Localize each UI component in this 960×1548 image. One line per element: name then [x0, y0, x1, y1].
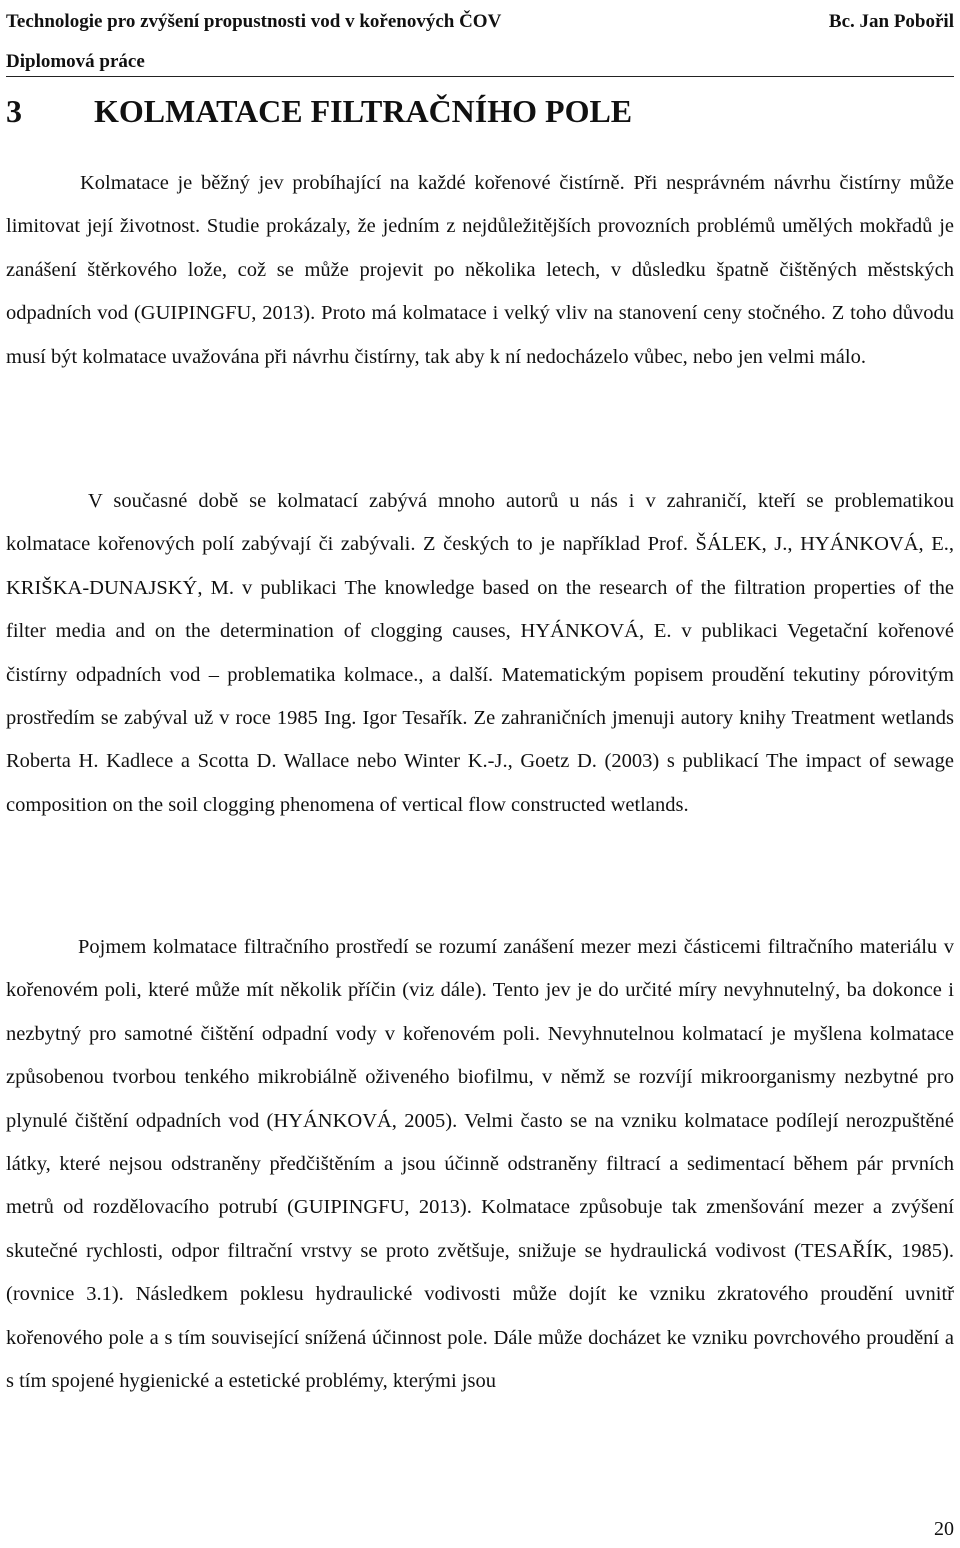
chapter-heading [6, 90, 632, 132]
paragraph-3 [6, 926, 954, 1403]
page-number: 20 [934, 1518, 954, 1540]
paragraph-2 [6, 480, 954, 827]
author-name: Bc. Jan Pobořil [828, 11, 954, 32]
chapter-number: 3 [6, 93, 22, 129]
document-type: Diplomová práce [6, 51, 145, 72]
paragraph-2-text: V současné době se kolmatací zabývá mnoho autorů u nás i v zahraničí, kteří se problematikou kolmatace kořenových polí zabývají či zabývali. Z českých to je například Prof. ŠÁLEK, J., HYÁNKOVÁ, E., KRIŠKA-DUNAJSKÝ, M. v publikaci The knowledge based on the research of the filtration properties of the filter media and on the determination of clogging causes, HYÁNKOVÁ, E. v publikaci Vegetační kořenové čistírny odpadních vod – problematika kolmace., a další. Matematickým popisem proudění tekutiny pórovitým prostředím se zabýval už v roce 1985 Ing. Igor Tesařík. Ze zahraničních jmenuji autory knihy Treatment wetlands Roberta H. Kadlece a Scotta D. Wallace nebo Winter K.-J., Goetz D. (2003) s publikací The impact of sewage composition on the soil clogging phenomena of vertical flow constructed wetlands. [6, 490, 954, 816]
chapter-title: KOLMATACE FILTRAČNÍHO POLE [94, 93, 633, 129]
document-title: Technologie pro zvýšení propustnosti vod v kořenových ČOV [6, 11, 502, 32]
page-header [6, 2, 954, 82]
paragraph-1-text: Kolmatace je běžný jev probíhající na každé kořenové čistírně. Při nesprávném návrhu čistírny může limitovat její životnost. Studie prokázaly, že jedním z nejdůležitějších provozních problémů umělých mokřadů je zanášení štěrkového lože, což se může projevit po několika letech, v důsledku špatně čištěných městských odpadních vod (GUIPINGFU, 2013). Proto má kolmatace i velký vliv na stanovení ceny stočného. Z toho důvodu musí být kolmatace uvažována při návrhu čistírny, tak aby k ní nedocházelo vůbec, nebo jen velmi málo. [6, 172, 954, 368]
header-divider [6, 76, 954, 77]
paragraph-3-text: Pojmem kolmatace filtračního prostředí se rozumí zanášení mezer mezi částicemi filtračního materiálu v kořenovém poli, které může mít několik příčin (viz dále). Tento jev je do určité míry nevyhnutelný, ba dokonce i nezbytný pro samotné čištění odpadní vody v kořenovém poli. Nevyhnutelnou kolmatací je myšlena kolmatace způsobenou tvorbou tenkého mikrobiálně oživeného biofilmu, v němž se rozvíjí mikroorganismy nezbytné pro plynulé čištění odpadních vod (HYÁNKOVÁ, 2005). Velmi často se na vzniku kolmatace podílejí nerozpuštěné látky, které nejsou odstraněny předčištěním a jsou účinně odstraněny filtrací a sedimentací během pár prvních metrů od rozdělovacího potrubí (GUIPINGFU, 2013). Kolmatace způsobuje tak zmenšování mezer a zvýšení skutečné rychlosti, odpor filtrační vrstvy se proto zvětšuje, snižuje se hydraulická vodivost (TESAŘÍK, 1985). (rovnice 3.1). Následkem poklesu hydraulické vodivosti může dojít ke vzniku zkratového proudění uvnitř kořenového pole a s tím související snížená účinnost pole. Dále může docházet ke vzniku povrchového proudění a s tím spojené hygienické a estetické problémy, kterými jsou [6, 936, 954, 1393]
paragraph-1 [6, 162, 954, 379]
header-row-top [6, 2, 954, 42]
